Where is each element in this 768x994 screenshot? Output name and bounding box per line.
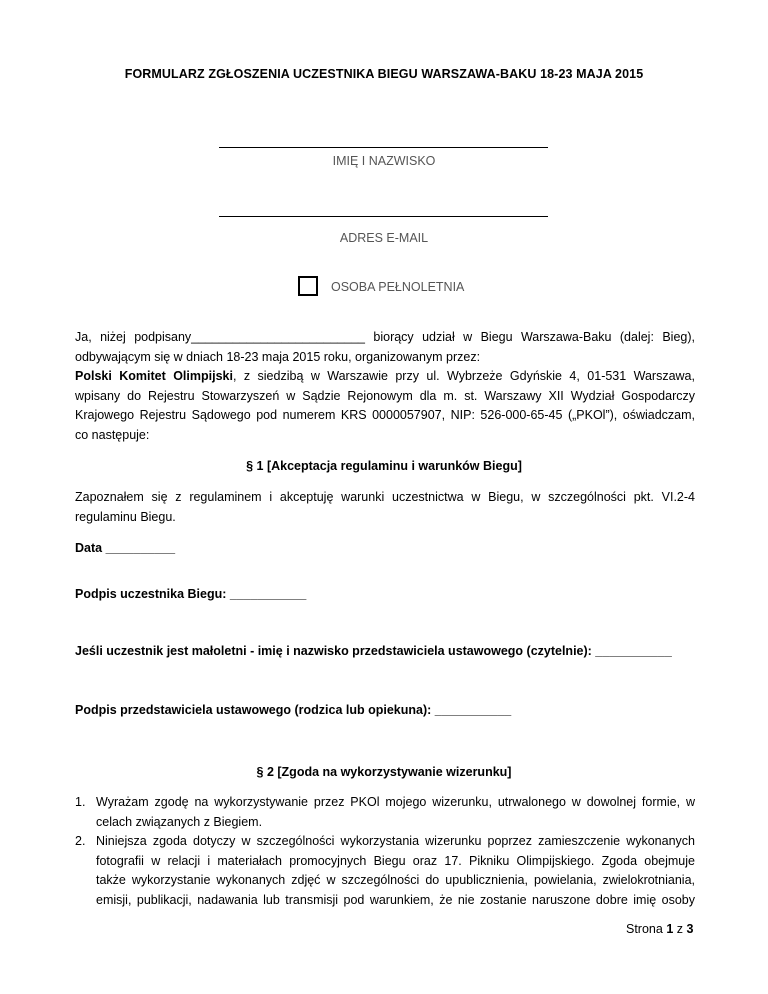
email-input-line[interactable] <box>219 216 548 217</box>
intro-line-6: co następuje: <box>75 427 150 442</box>
email-field-caption: ADRES E-MAIL <box>339 231 429 245</box>
guardian-signature-field[interactable]: Podpis przedstawiciela ustawowego (rodzica lub opiekuna): ___________ <box>75 703 512 717</box>
intro-paragraph <box>75 328 695 445</box>
list-item: 1. Wyrażam zgodę na wykorzystywanie przez PKOl mojego wizerunku, utrwalonego w dowolnej formie, w celach związanych z Biegiem. <box>75 795 695 829</box>
section-2-heading: § 2 [Zgoda na wykorzystywanie wizerunku] <box>256 765 512 779</box>
intro-line-1: Ja, niżej podpisany_________________________ biorący udział w Biegu Warszawa-Baku (dalej: Bieg), <box>75 330 695 344</box>
intro-line-2: odbywającym się w dniach 18-23 maja 2015 roku, organizowanym przez: <box>75 349 481 364</box>
section-1-paragraph <box>75 488 695 527</box>
intro-line-4: wpisany do Rejestru Stowarzyszeń w Sądzie Rejonowym dla m. st. Warszawy XII Wydział Gospodarczy <box>75 388 695 403</box>
page-number: Strona 1 z 3 <box>626 922 694 936</box>
date-field[interactable]: Data __________ <box>75 541 176 555</box>
adult-checkbox[interactable] <box>298 276 318 296</box>
organization-name: Polski Komitet Olimpijski <box>75 369 233 383</box>
name-field-caption: IMIĘ I NAZWISKO <box>332 154 436 168</box>
name-input-line[interactable] <box>219 147 548 148</box>
section-1-line-2: regulaminu Biegu. <box>75 509 176 524</box>
list-item: 2. Niniejsza zgoda dotyczy w szczególności wykorzystania wizerunku poprzez zamieszczenie wykonanych fotografii w relacji i materiałach promocyjnych Biegu oraz 17. Pikniku Olimpijskiego. Zgoda obejmuje także wykorzystanie wykonanych zdjęć w szczególności do upublicznienia, powielania, zwielokrotniania, emisji, publikacji, nadawania lub transmisji pod warunkiem, że nie zostanie naruszone dobre imię osoby <box>75 834 695 907</box>
guardian-name-field[interactable]: Jeśli uczestnik jest małoletni - imię i nazwisko przedstawiciela ustawowego (czytelnie): ___________ <box>75 644 672 658</box>
intro-line-5: Krajowego Rejestru Sądowego pod numerem KRS 0000057907, NIP: 526-000-65-45 („PKOl”), oświadczam, <box>75 408 695 422</box>
section-1-line-1: Zapoznałem się z regulaminem i akceptuję warunki uczestnictwa w Biegu, w szczególności pkt. VI.2-4 <box>75 490 695 504</box>
section-1-heading: § 1 [Akceptacja regulaminu i warunków Biegu] <box>246 459 522 473</box>
consent-list <box>75 793 695 910</box>
participant-signature-field[interactable]: Podpis uczestnika Biegu: ___________ <box>75 587 307 601</box>
form-title: FORMULARZ ZGŁOSZENIA UCZESTNIKA BIEGU WARSZAWA-BAKU 18-23 MAJA 2015 <box>124 67 644 81</box>
adult-checkbox-label: OSOBA PEŁNOLETNIA <box>331 280 465 294</box>
intro-line-3: Polski Komitet Olimpijski, z siedzibą w Warszawie przy ul. Wybrzeże Gdyńskie 4, 01-531 Warszawa, <box>75 369 695 383</box>
